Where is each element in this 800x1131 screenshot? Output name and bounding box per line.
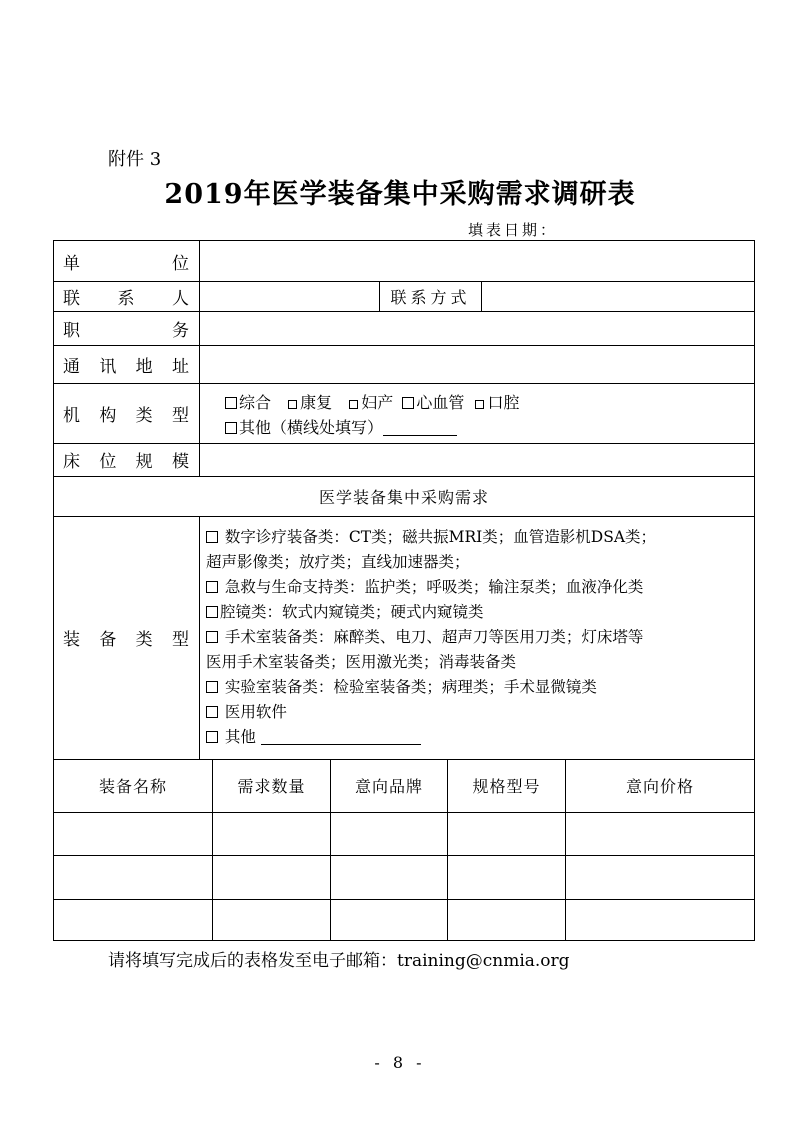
col-price: 意向价格 (625, 777, 694, 796)
checkbox-icon[interactable] (206, 681, 218, 693)
equipment-option-line[interactable] (206, 575, 643, 597)
general-option[interactable]: 综合 (225, 393, 271, 412)
equipment-option-text: 医用软件 (220, 703, 287, 721)
equipment-option-line[interactable] (206, 725, 421, 747)
position-field[interactable] (200, 311, 754, 345)
cardio-option[interactable]: 心血管 (402, 393, 464, 412)
address-field[interactable] (200, 345, 754, 383)
checkbox-icon[interactable] (225, 397, 237, 409)
contact-person-field[interactable] (200, 281, 379, 311)
checkbox-icon[interactable] (206, 581, 218, 593)
contact-method-field[interactable] (482, 281, 754, 311)
fill-date-label: 填表日期： (468, 221, 559, 239)
checkbox-icon[interactable] (402, 397, 414, 409)
attachment-label: 附件 3 (108, 149, 162, 170)
equipment-option-line[interactable] (206, 625, 643, 647)
equipment-option-text: 其他 (220, 728, 261, 746)
checkbox-icon[interactable] (206, 531, 218, 543)
unit-field[interactable] (200, 241, 754, 281)
beds-label: 床 位 规 模 (63, 452, 189, 472)
oral-option[interactable]: 口腔 (475, 393, 519, 412)
checkbox-icon[interactable] (225, 422, 237, 434)
checkbox-icon[interactable] (206, 631, 218, 643)
maternal-option[interactable]: 妇产 (349, 393, 393, 412)
equipment-option-line[interactable] (206, 675, 597, 697)
col-equipment-name: 装备名称 (98, 777, 167, 796)
org-type-options-row1 (225, 390, 519, 413)
other-fill-line[interactable] (383, 435, 457, 436)
table-row[interactable] (54, 899, 754, 940)
checkbox-icon[interactable] (206, 731, 218, 743)
equipment-option-line (206, 650, 516, 672)
position-label: 职 务 (63, 320, 189, 341)
contact-person-label: 联 系 人 (63, 288, 189, 309)
equipment-option-text: 腔镜类：软式内窥镜类；硬式内窥镜类 (220, 603, 484, 621)
checkbox-icon[interactable] (288, 400, 297, 409)
checkbox-icon[interactable] (475, 400, 484, 409)
equipment-type-label: 装 备 类 型 (63, 630, 189, 650)
equipment-option-line[interactable] (206, 700, 287, 722)
section-header: 医学装备集中采购需求 (318, 487, 489, 507)
equipment-option-text: 实验室装备类：检验室装备类；病理类；手术显微镜类 (220, 678, 597, 696)
address-label: 通 讯 地 址 (63, 356, 189, 377)
col-spec: 规格型号 (472, 777, 541, 796)
equipment-option-text: 急救与生命支持类：监护类；呼吸类；输注泵类；血液净化类 (220, 578, 644, 596)
page-title: 2019年医学装备集中采购需求调研表 (164, 179, 636, 210)
footer-note: 请将填写完成后的表格发至电子邮箱：training@cnmia.org (108, 951, 570, 971)
col-brand: 意向品牌 (354, 777, 423, 796)
unit-label: 单 位 (63, 253, 189, 274)
contact-method-label: 联系方式 (390, 287, 471, 307)
equipment-option-text: 超声影像类；放疗类；直线加速器类； (206, 553, 470, 571)
table-row[interactable] (54, 812, 754, 855)
equipment-option-line[interactable] (206, 525, 656, 547)
other-option[interactable]: 其他（横线处填写） (225, 415, 457, 438)
checkbox-icon[interactable] (349, 400, 358, 409)
table-row[interactable] (54, 855, 754, 899)
other-equipment-fill-line[interactable] (261, 744, 421, 745)
checkbox-icon[interactable] (206, 606, 218, 618)
equipment-option-text: 手术室装备类：麻醉类、电刀、超声刀等医用刀类；灯床塔等 (220, 628, 644, 646)
equipment-option-text: 医用手术室装备类；医用激光类；消毒装备类 (206, 653, 517, 671)
equipment-option-text: 数字诊疗装备类：CT类；磁共振MRI类；血管造影机DSA类； (220, 528, 657, 546)
equipment-option-line[interactable] (206, 600, 484, 622)
page-number: - 8 - (374, 1053, 426, 1072)
checkbox-icon[interactable] (206, 706, 218, 718)
rehab-option[interactable]: 康复 (288, 393, 332, 412)
org-type-label: 机 构 类 型 (63, 405, 189, 426)
survey-form (53, 240, 755, 941)
beds-field[interactable] (200, 443, 754, 476)
equipment-option-line (206, 550, 470, 572)
col-quantity: 需求数量 (237, 777, 306, 796)
